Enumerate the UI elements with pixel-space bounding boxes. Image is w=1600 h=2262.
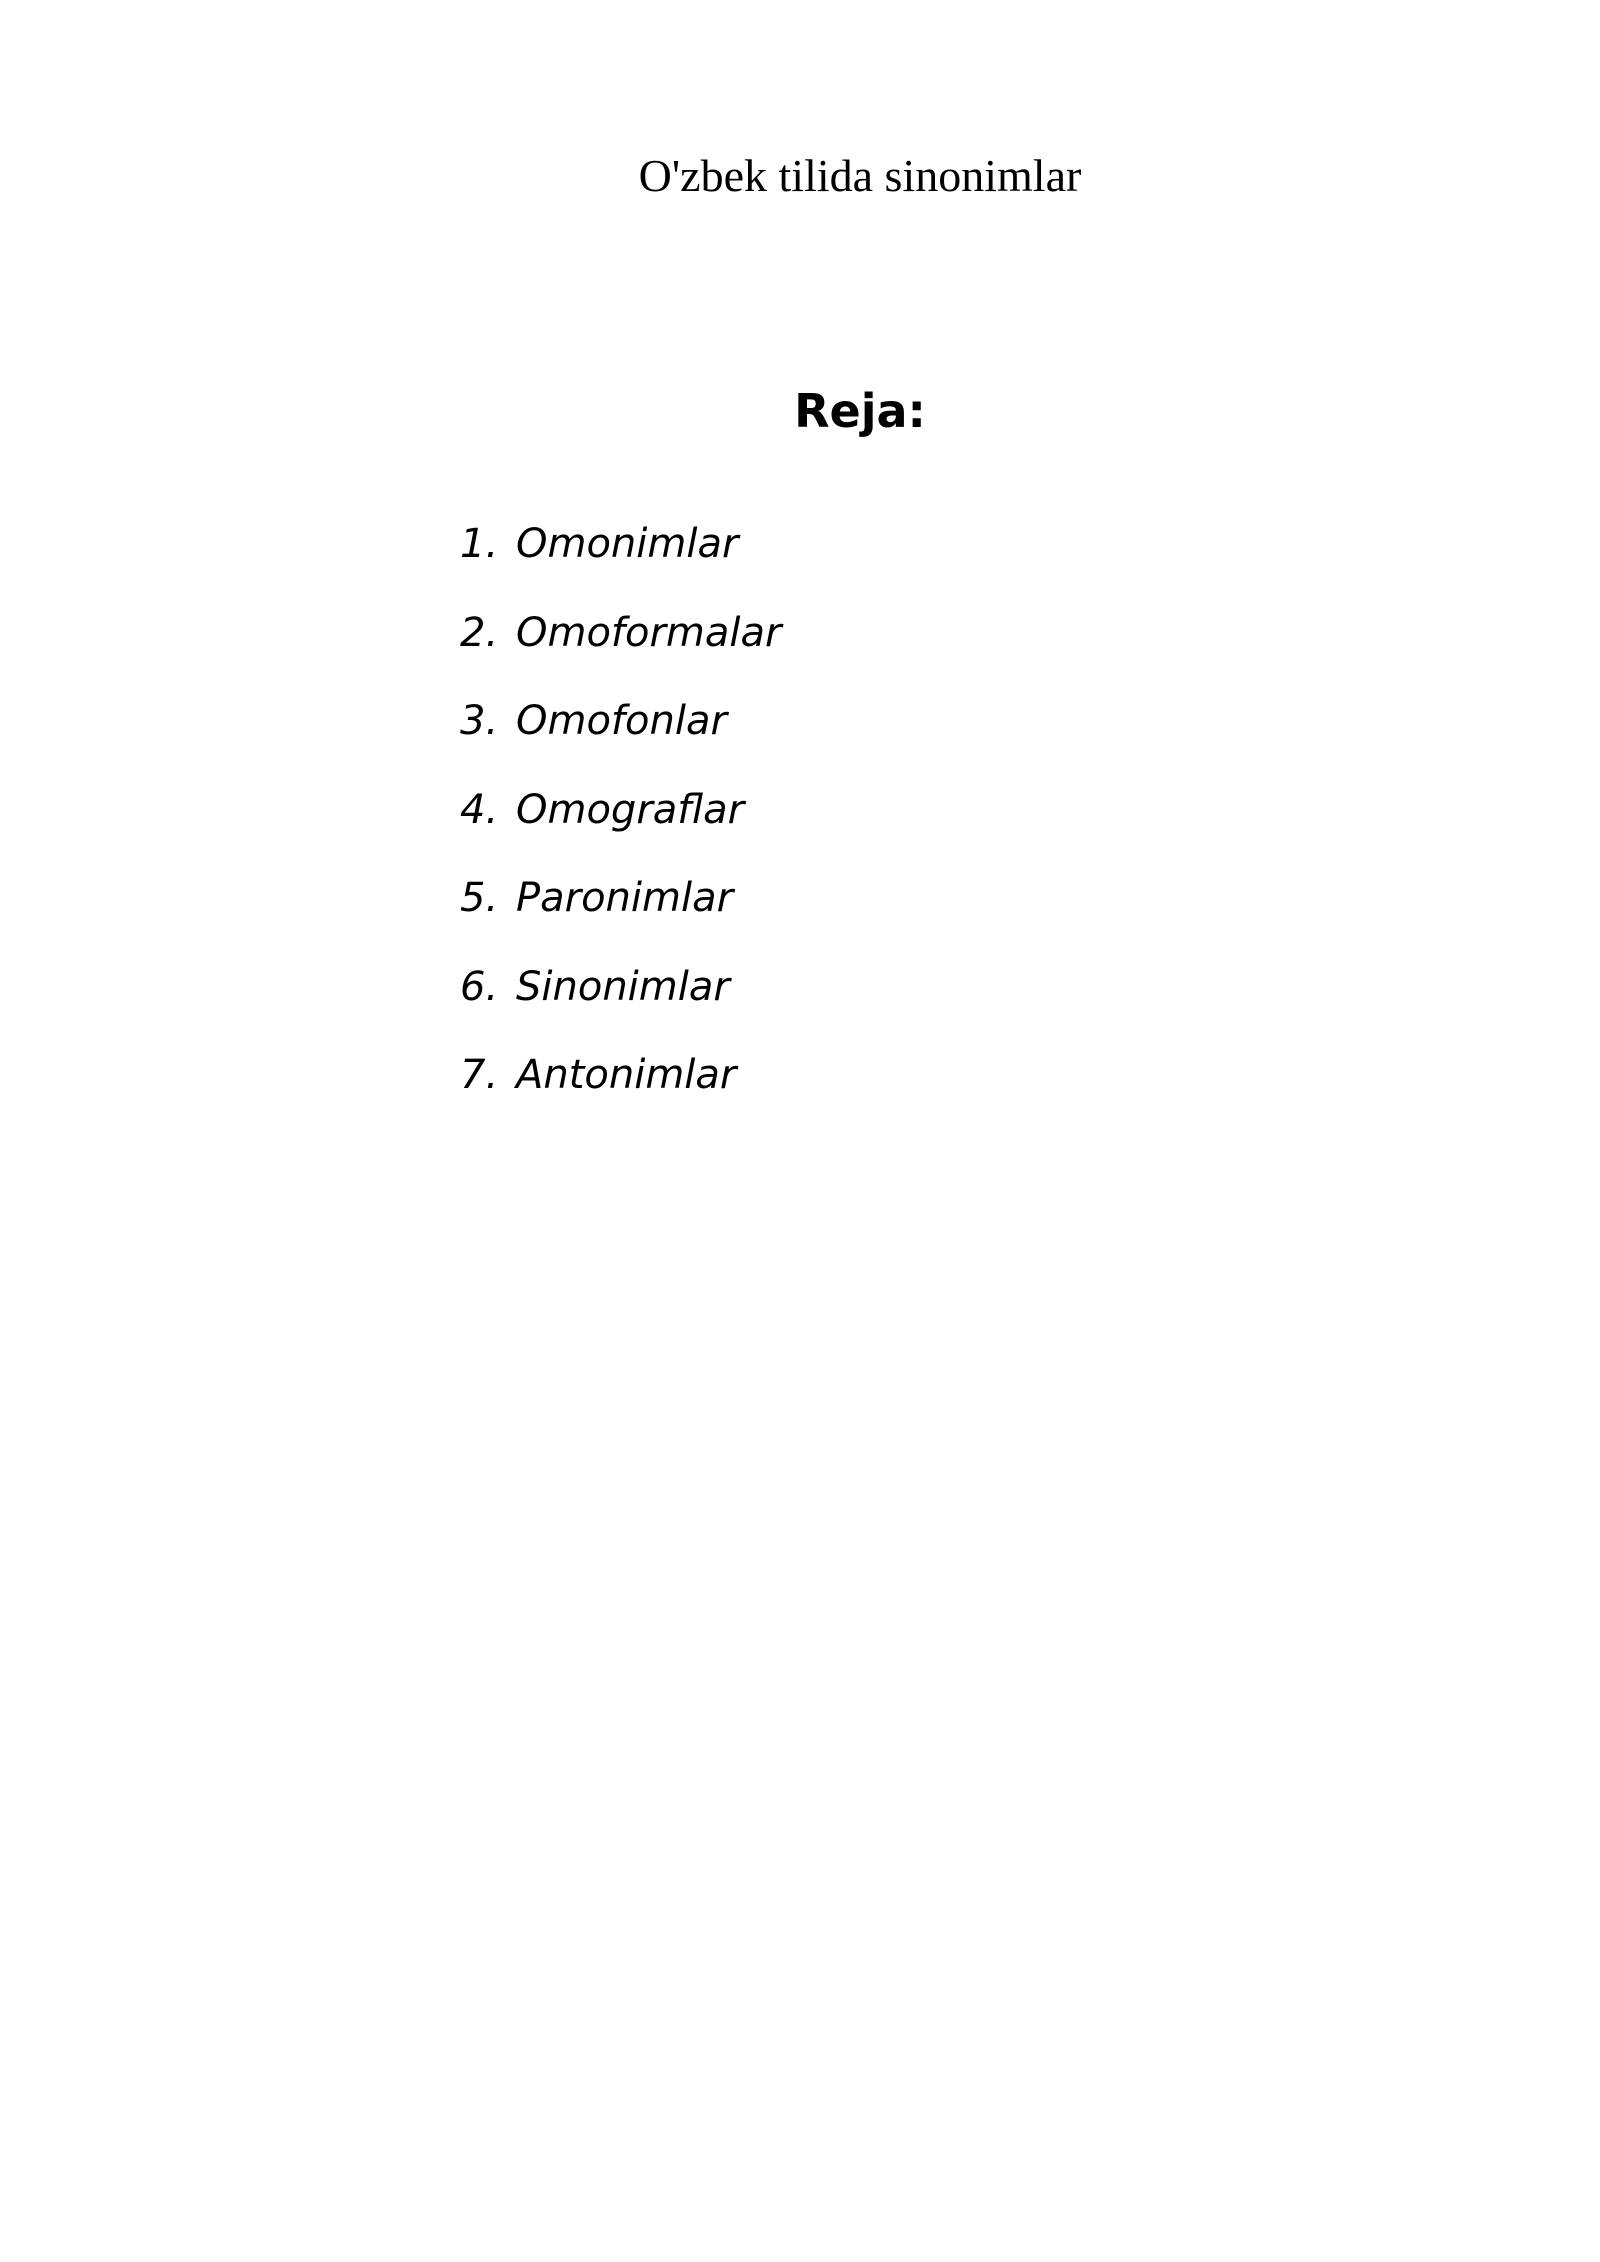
list-item-text: Antonimlar: [516, 1052, 737, 1098]
list-item: [460, 870, 781, 959]
list-item-number: 5.: [460, 875, 499, 921]
list-item-number: 7.: [460, 1052, 499, 1098]
list-item: [460, 1047, 781, 1136]
list-item-text: Omofonlar: [516, 698, 727, 744]
list-item-text: Omonimlar: [516, 521, 739, 567]
document-title: O'zbek tilida sinonimlar: [638, 150, 1082, 201]
list-item: [460, 959, 781, 1048]
list-item-number: 4.: [460, 786, 499, 833]
list-item: [460, 516, 781, 605]
list-item-number: 1.: [460, 521, 499, 567]
list-item-text: Paronimlar: [516, 875, 734, 921]
list-item-text: Omograflar: [516, 786, 745, 833]
list-item-text: Sinonimlar: [516, 963, 730, 1010]
plan-list: [460, 516, 781, 1136]
list-item-number: 6.: [460, 963, 499, 1010]
list-item-text: Omoformalar: [516, 609, 782, 656]
list-item-number: 2.: [460, 609, 499, 656]
list-item: [460, 605, 781, 694]
list-item: [460, 782, 781, 871]
list-item: [460, 693, 781, 782]
list-item-number: 3.: [460, 698, 499, 744]
plan-heading: Reja:: [794, 384, 926, 438]
